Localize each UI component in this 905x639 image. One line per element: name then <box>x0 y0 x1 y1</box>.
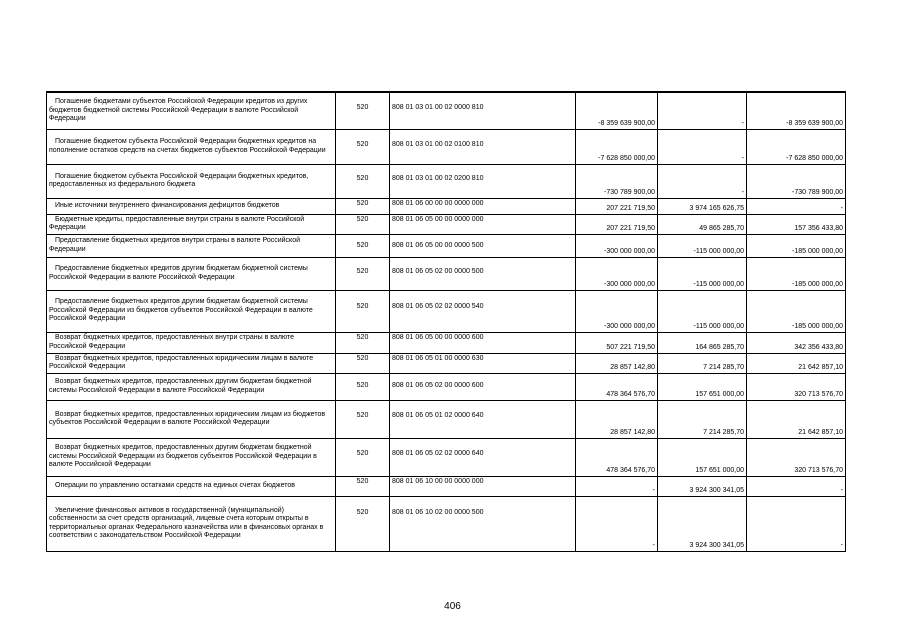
row-code-cell: 520 <box>336 496 390 551</box>
row-name-cell: Возврат бюджетных кредитов, предоставленных внутри страны в валюте Российской Федерации <box>47 332 336 353</box>
row-kbk-cell: 808 01 06 05 00 00 0000 500 <box>390 234 576 257</box>
row-name-cell: Иные источники внутреннего финансирования дефицитов бюджетов <box>47 198 336 214</box>
row-value-approved-cell: - <box>576 496 658 551</box>
row-kbk-cell: 808 01 03 01 00 02 0000 810 <box>390 92 576 129</box>
table-row <box>47 198 846 214</box>
row-name-cell: Погашение бюджетом субъекта Российской Федерации бюджетных кредитов на пополнение остатков средств на счетах бюджетов субъектов Российской Федерации <box>47 129 336 164</box>
row-value-unexecuted-cell: - <box>747 198 846 214</box>
row-value-executed-cell: 7 214 285,70 <box>658 400 747 438</box>
table-row <box>47 257 846 290</box>
row-name-cell: Возврат бюджетных кредитов, предоставленных другим бюджетам бюджетной системы Российской Федерации в валюте Российской Федерации <box>47 373 336 400</box>
row-value-approved-cell: 28 857 142,80 <box>576 353 658 373</box>
row-code-cell: 520 <box>336 438 390 476</box>
row-value-executed-cell: -115 000 000,00 <box>658 257 747 290</box>
row-kbk-cell: 808 01 03 01 00 02 0100 810 <box>390 129 576 164</box>
row-value-approved-cell: 478 364 576,70 <box>576 438 658 476</box>
row-code-cell: 520 <box>336 129 390 164</box>
table-row <box>47 400 846 438</box>
row-value-approved-cell: -300 000 000,00 <box>576 257 658 290</box>
row-name-cell: Предоставление бюджетных кредитов другим бюджетам бюджетной системы Российской Федерации из бюджетов субъектов Российской Федерации в валюте Российской Федерации <box>47 290 336 332</box>
row-kbk-cell: 808 01 06 05 02 00 0000 600 <box>390 373 576 400</box>
row-value-unexecuted-cell: - <box>747 496 846 551</box>
row-kbk-cell: 808 01 06 05 02 02 0000 640 <box>390 438 576 476</box>
table-row <box>47 290 846 332</box>
row-value-unexecuted-cell: 320 713 576,70 <box>747 373 846 400</box>
row-value-unexecuted-cell: 320 713 576,70 <box>747 438 846 476</box>
row-code-cell: 520 <box>336 92 390 129</box>
row-value-executed-cell: - <box>658 164 747 198</box>
row-kbk-cell: 808 01 06 05 01 02 0000 640 <box>390 400 576 438</box>
row-kbk-cell: 808 01 06 10 00 00 0000 000 <box>390 476 576 496</box>
table-row <box>47 164 846 198</box>
row-value-unexecuted-cell: 21 642 857,10 <box>747 400 846 438</box>
row-code-cell: 520 <box>336 164 390 198</box>
row-value-approved-cell: -730 789 900,00 <box>576 164 658 198</box>
row-value-unexecuted-cell: -185 000 000,00 <box>747 290 846 332</box>
row-value-approved-cell: 507 221 719,50 <box>576 332 658 353</box>
table-row <box>47 92 846 129</box>
row-kbk-cell: 808 01 06 05 00 00 0000 000 <box>390 214 576 234</box>
row-value-executed-cell: 7 214 285,70 <box>658 353 747 373</box>
row-value-executed-cell: 3 924 300 341,05 <box>658 476 747 496</box>
row-value-executed-cell: - <box>658 129 747 164</box>
row-code-cell: 520 <box>336 234 390 257</box>
table-row <box>47 332 846 353</box>
row-name-cell: Бюджетные кредиты, предоставленные внутри страны в валюте Российской Федерации <box>47 214 336 234</box>
row-value-approved-cell: 207 221 719,50 <box>576 198 658 214</box>
row-code-cell: 520 <box>336 373 390 400</box>
table-row <box>47 129 846 164</box>
row-value-executed-cell: -115 000 000,00 <box>658 290 747 332</box>
row-value-executed-cell: 157 651 000,00 <box>658 438 747 476</box>
row-code-cell: 520 <box>336 198 390 214</box>
row-name-cell: Увеличение финансовых активов в государственной (муниципальной) собственности за счет средств организаций, лицевые счета которым открыты в территориальных органах Федерального казначейства или в финансовых органах в соответствии с законодательством Российской Федерации <box>47 496 336 551</box>
row-value-unexecuted-cell: 342 356 433,80 <box>747 332 846 353</box>
row-value-unexecuted-cell: -185 000 000,00 <box>747 257 846 290</box>
table-row <box>47 214 846 234</box>
row-name-cell: Предоставление бюджетных кредитов другим бюджетам бюджетной системы Российской Федерации в валюте Российской Федерации <box>47 257 336 290</box>
table-row <box>47 438 846 476</box>
table-row <box>47 476 846 496</box>
row-kbk-cell: 808 01 06 05 02 00 0000 500 <box>390 257 576 290</box>
row-kbk-cell: 808 01 03 01 00 02 0200 810 <box>390 164 576 198</box>
row-value-approved-cell: 28 857 142,80 <box>576 400 658 438</box>
row-code-cell: 520 <box>336 332 390 353</box>
row-kbk-cell: 808 01 06 05 01 00 0000 630 <box>390 353 576 373</box>
row-kbk-cell: 808 01 06 00 00 00 0000 000 <box>390 198 576 214</box>
row-value-unexecuted-cell: 157 356 433,80 <box>747 214 846 234</box>
row-value-unexecuted-cell: -185 000 000,00 <box>747 234 846 257</box>
row-value-approved-cell: 478 364 576,70 <box>576 373 658 400</box>
row-name-cell: Погашение бюджетом субъекта Российской Федерации бюджетных кредитов, предоставленных из федерального бюджета <box>47 164 336 198</box>
row-value-executed-cell: -115 000 000,00 <box>658 234 747 257</box>
row-value-unexecuted-cell: -8 359 639 900,00 <box>747 92 846 129</box>
row-name-cell: Операции по управлению остатками средств на единых счетах бюджетов <box>47 476 336 496</box>
row-kbk-cell: 808 01 06 05 02 02 0000 540 <box>390 290 576 332</box>
row-value-executed-cell: 164 865 285,70 <box>658 332 747 353</box>
row-value-approved-cell: -8 359 639 900,00 <box>576 92 658 129</box>
row-name-cell: Возврат бюджетных кредитов, предоставленных юридическим лицам в валюте Российской Федерации <box>47 353 336 373</box>
row-code-cell: 520 <box>336 290 390 332</box>
row-value-executed-cell: 157 651 000,00 <box>658 373 747 400</box>
row-name-cell: Возврат бюджетных кредитов, предоставленных юридическим лицам из бюджетов субъектов Российской Федерации в валюте Российской Федерации <box>47 400 336 438</box>
row-code-cell: 520 <box>336 400 390 438</box>
row-value-executed-cell: 49 865 285,70 <box>658 214 747 234</box>
row-value-approved-cell: -300 000 000,00 <box>576 234 658 257</box>
row-value-unexecuted-cell: 21 642 857,10 <box>747 353 846 373</box>
budget-sources-table <box>46 91 846 552</box>
row-value-unexecuted-cell: -7 628 850 000,00 <box>747 129 846 164</box>
row-value-executed-cell: - <box>658 92 747 129</box>
row-name-cell: Возврат бюджетных кредитов, предоставленных другим бюджетам бюджетной системы Российской Федерации из бюджетов субъектов Российской Федерации в валюте Российской Федерации <box>47 438 336 476</box>
table-row <box>47 373 846 400</box>
table-row <box>47 496 846 551</box>
table-row <box>47 353 846 373</box>
row-code-cell: 520 <box>336 476 390 496</box>
row-name-cell: Предоставление бюджетных кредитов внутри страны в валюте Российской Федерации <box>47 234 336 257</box>
row-value-unexecuted-cell: - <box>747 476 846 496</box>
row-kbk-cell: 808 01 06 05 00 00 0000 600 <box>390 332 576 353</box>
row-value-executed-cell: 3 924 300 341,05 <box>658 496 747 551</box>
row-value-unexecuted-cell: -730 789 900,00 <box>747 164 846 198</box>
row-code-cell: 520 <box>336 214 390 234</box>
row-value-approved-cell: - <box>576 476 658 496</box>
row-kbk-cell: 808 01 06 10 02 00 0000 500 <box>390 496 576 551</box>
row-value-approved-cell: 207 221 719,50 <box>576 214 658 234</box>
row-value-approved-cell: -7 628 850 000,00 <box>576 129 658 164</box>
row-code-cell: 520 <box>336 257 390 290</box>
row-value-executed-cell: 3 974 165 626,75 <box>658 198 747 214</box>
table-row <box>47 234 846 257</box>
row-value-approved-cell: -300 000 000,00 <box>576 290 658 332</box>
row-code-cell: 520 <box>336 353 390 373</box>
page-number: 406 <box>444 601 461 612</box>
row-name-cell: Погашение бюджетами субъектов Российской Федерации кредитов из других бюджетов бюджетной системы Российской Федерации в валюте Российской Федерации <box>47 92 336 129</box>
